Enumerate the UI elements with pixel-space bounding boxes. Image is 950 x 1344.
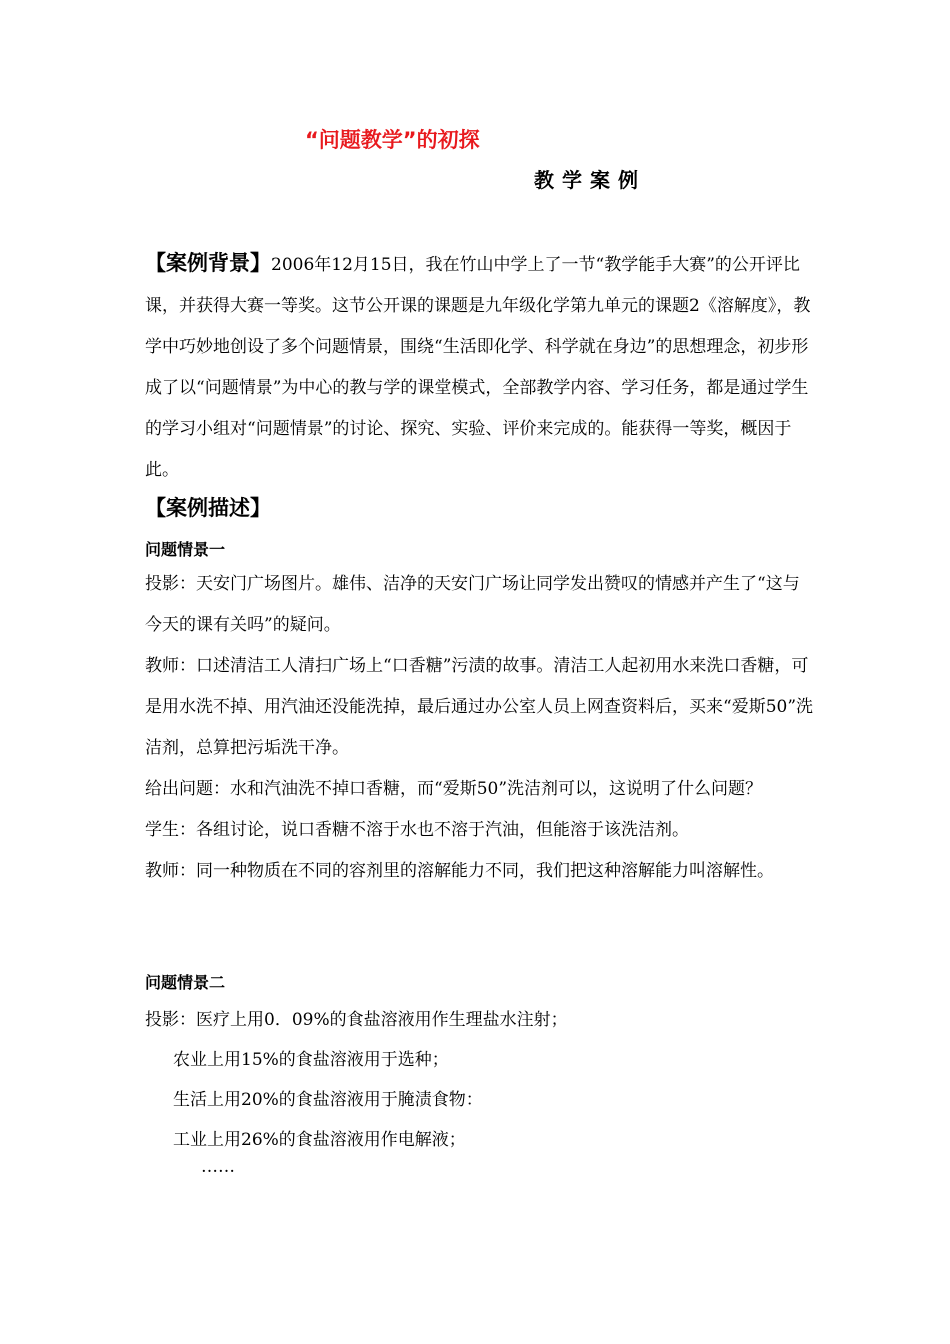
background-text: 2006年12月15日，我在竹山中学上了一节“教学能手大赛”的公开评比课，并获得大赛一等奖。这节公开课的课题是九年级化学第九单元的课题2《溶解度》，教学中巧妙地创设了多个问题情景，围绕“生活即化学、科学就在身边”的思想理念，初步形成了以“问题情景”为中心的教与学的课堂模式，全部教学内容、学习任务，都是通过学生的学习小组对“问题情景”的讨论、探究、实验、评价来完成的。能获得一等奖，概因于此。: [145, 255, 811, 480]
scene1-paragraph: 教师：同一种物质在不同的容剂里的溶解能力不同，我们把这种溶解能力叫溶解性。: [145, 861, 774, 881]
scene2-line: 投影：医疗上用0．09%的食盐溶液用作生理盐水注射；: [145, 1010, 568, 1030]
scene2-line: 生活上用20%的食盐溶液用于腌渍食物：: [173, 1090, 483, 1110]
scene1-paragraph: 教师：口述清洁工人清扫广场上“口香糖”污渍的故事。清洁工人起初用水来洗口香糖，可是用水洗不掉、用汽油还没能洗掉，最后通过办公室人员上网查资料后，买来“爱斯50”洗洁剂，总算把污垢洗干净。: [145, 656, 814, 758]
document-subtitle: 教学案例: [534, 168, 646, 192]
document-title: “问题教学”的初探: [305, 128, 480, 152]
description-heading: 【案例描述】: [145, 496, 271, 520]
background-heading: 【案例背景】: [145, 251, 271, 275]
scene1-paragraph: 投影：天安门广场图片。雄伟、洁净的天安门广场让同学发出赞叹的情感并产生了“这与今天的课有关吗”的疑问。: [145, 574, 800, 635]
background-paragraph: [145, 243, 813, 491]
scene1-paragraph: 学生：各组讨论，说口香糖不溶于水也不溶于汽油，但能溶于该洗洁剂。: [145, 820, 689, 840]
scene2-line: 农业上用15%的食盐溶液用于选种；: [173, 1050, 449, 1070]
scene2-line: 工业上用26%的食盐溶液用作电解液；: [173, 1130, 466, 1150]
scene1-heading: 问题情景一: [145, 540, 226, 559]
scene2-heading: 问题情景二: [145, 973, 226, 992]
scene2-ellipsis: ……: [201, 1157, 235, 1177]
scene1-paragraph: 给出问题：水和汽油洗不掉口香糖，而“爱斯50”洗洁剂可以，这说明了什么问题？: [145, 779, 763, 799]
scene1-body: [145, 564, 813, 892]
